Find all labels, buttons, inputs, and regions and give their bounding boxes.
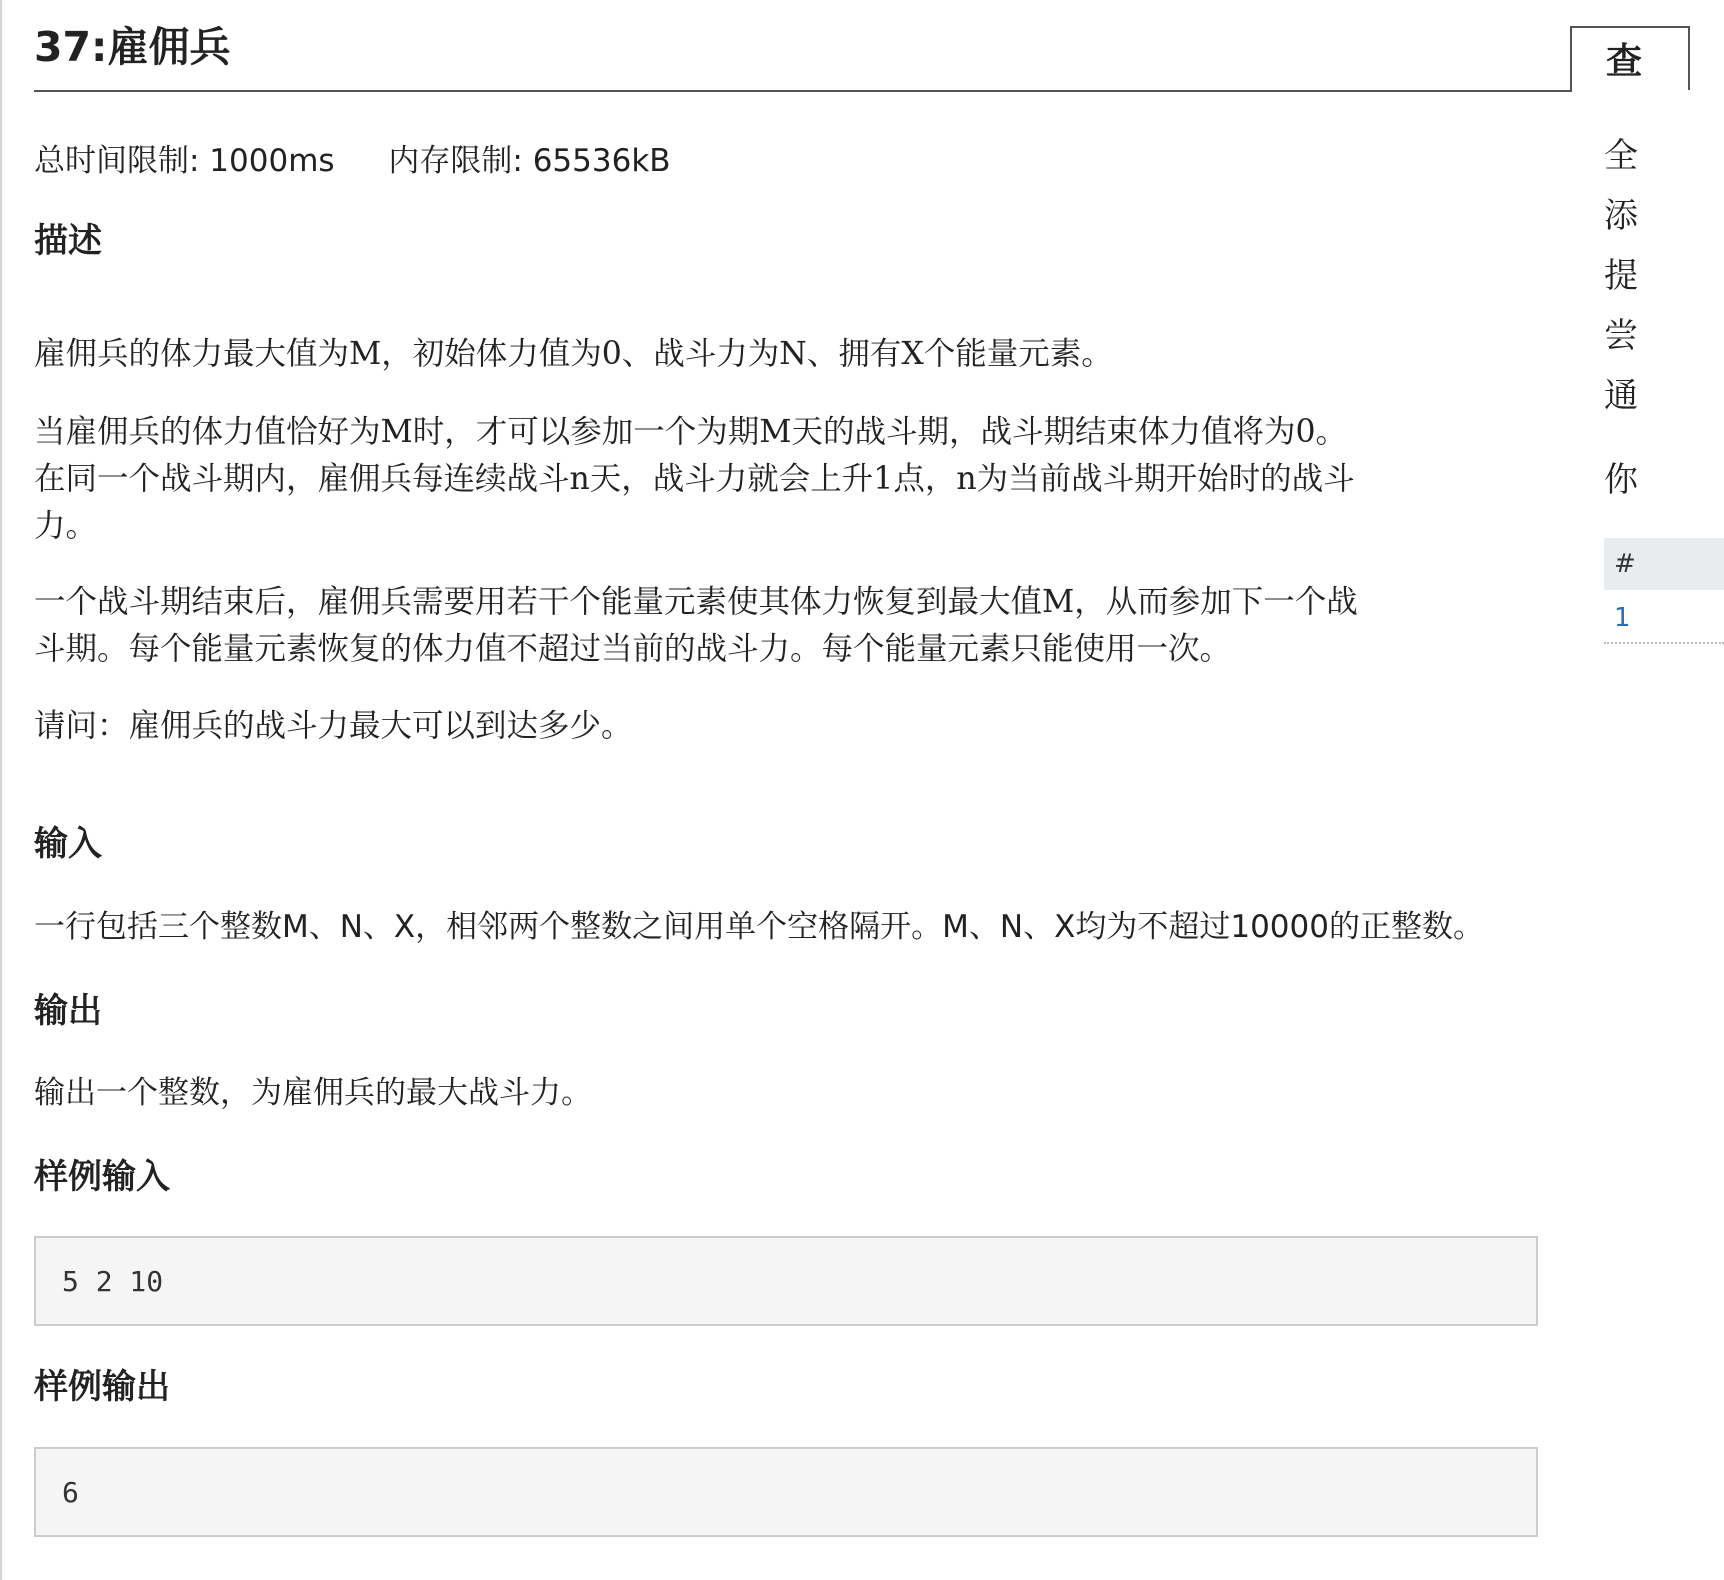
sample-input-text: 5 2 10: [62, 1265, 164, 1298]
sidebar-link-2[interactable]: 添: [1604, 196, 1638, 236]
output-heading: 输出: [34, 991, 102, 1031]
sidebar-tab-label: 查: [1606, 41, 1643, 82]
description-line: 在同一个战斗期内，雇佣兵每连续战斗n天，战斗力就会上升1点，n为当前战斗期开始时的战斗: [34, 461, 1355, 497]
sidebar-link-3[interactable]: 提: [1604, 256, 1638, 296]
right-sidebar: [1570, 0, 1643, 1580]
description-line: 请问：雇佣兵的战斗力最大可以到达多少。: [34, 708, 633, 744]
description-line: 斗期。每个能量元素恢复的体力值不超过当前的战斗力。每个能量元素只能使用一次。: [34, 631, 1232, 667]
left-border: [0, 0, 2, 1580]
sidebar-subheading: 你: [1604, 460, 1638, 500]
title-bar: [34, 0, 1572, 92]
main-content: [34, 0, 1572, 1509]
description-paragraph-4: [34, 703, 1544, 750]
sidebar-link-5[interactable]: 通: [1604, 376, 1638, 416]
description-line: 力。: [34, 508, 98, 544]
memory-limit: 内存限制: 65536kB: [388, 143, 671, 179]
sample-output-text: 6: [62, 1476, 79, 1509]
sidebar-tab[interactable]: [1570, 26, 1690, 90]
description-line: 雇佣兵的体力最大值为M，初始体力值为0、战斗力为N、拥有X个能量元素。: [34, 336, 1113, 372]
sidebar-table-row[interactable]: [1604, 594, 1724, 644]
limits-line: [34, 141, 715, 181]
output-text: 输出一个整数，为雇佣兵的最大战斗力。: [34, 1075, 592, 1111]
description-line: 当雇佣兵的体力值恰好为M时，才可以参加一个为期M天的战斗期，战斗期结束体力值将为0。: [34, 414, 1348, 450]
sample-input-heading: 样例输入: [34, 1157, 170, 1197]
sidebar-table-header-text: #: [1614, 549, 1636, 579]
sample-output-heading: 样例输出: [34, 1367, 170, 1407]
description-paragraph-2: [34, 409, 1544, 550]
sample-input-box: [34, 1236, 1538, 1326]
time-limit: 总时间限制: 1000ms: [34, 143, 335, 179]
input-heading: 输入: [34, 824, 102, 864]
sidebar-link-1[interactable]: 全: [1604, 136, 1638, 176]
description-paragraph-1: [34, 331, 1544, 378]
description-paragraph-3: [34, 579, 1544, 673]
sidebar-table-row-link[interactable]: 1: [1614, 603, 1631, 633]
page-title: 37:雇佣兵: [34, 23, 231, 71]
sample-output-box: [34, 1447, 1538, 1537]
input-text: 一行包括三个整数M、N、X，相邻两个整数之间用单个空格隔开。M、N、X均为不超过10000的正整数。: [34, 909, 1484, 945]
description-line: 一个战斗期结束后，雇佣兵需要用若干个能量元素使其体力恢复到最大值M，从而参加下一个战: [34, 584, 1358, 620]
description-heading: 描述: [34, 221, 102, 261]
sidebar-table-header: [1604, 538, 1724, 590]
sidebar-link-4[interactable]: 尝: [1604, 316, 1638, 356]
